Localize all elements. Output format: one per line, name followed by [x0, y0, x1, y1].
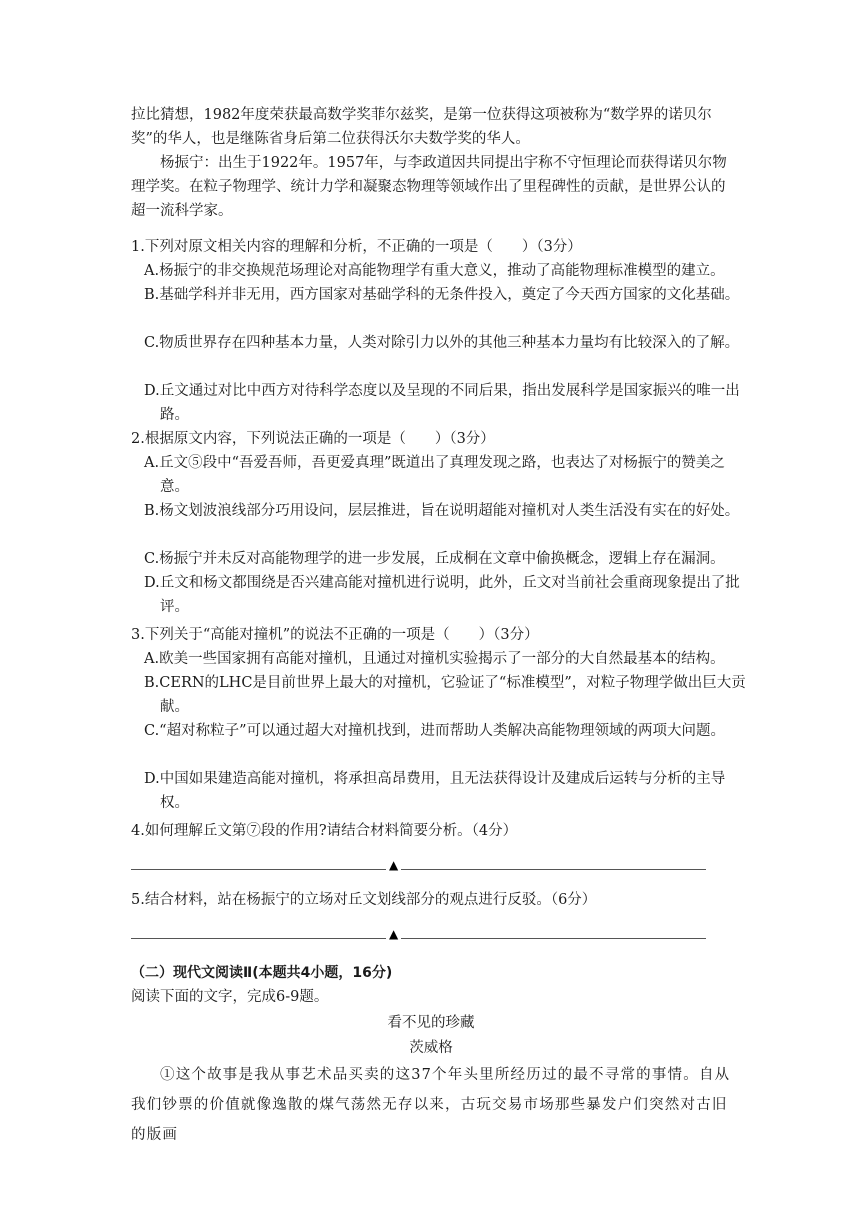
question-2-option-b: B.杨文划波浪线部分巧用设问，层层推进，旨在说明超能对撞机对人类生活没有实在的好处。 [144, 503, 740, 519]
story-author: 茨威格 [409, 1040, 453, 1056]
story-title: 看不见的珍藏 [387, 1015, 475, 1031]
question-1-stem: 1.下列对原文相关内容的理解和分析，不正确的一项是（ ）（3分） [131, 239, 582, 255]
question-3-option-c: C.“超对称粒子”可以通过超大对撞机找到，进而帮助人类解决高能物理领域的两项大问题。 [144, 723, 726, 739]
section-title: （二）现代文阅读Ⅱ(本题共4小题，16分) [131, 965, 393, 981]
question-1-option-c: C.物质世界存在四种基本力量，人类对除引力以外的其他三种基本力量均有比较深入的了解。 [144, 335, 740, 351]
section-instruction: 阅读下面的文字，完成6-9题。 [131, 989, 329, 1005]
intro-paragraph-yang: 杨振宁：出生于1922年。1957年，与李政道因共同提出宇称不守恒理论而获得诺贝尔物理学奖。在粒子物理学、统计力学和凝聚态物理等领域作出了里程碑性的贡献，是世界公认的超一流科学家。 [131, 155, 727, 219]
answer-rule-left [131, 869, 386, 870]
answer-rule-right [401, 869, 706, 870]
question-5-answer-line[interactable] [131, 926, 706, 946]
question-2-stem: 2.根据原文内容，下列说法正确的一项是（ ）（3分） [131, 431, 495, 447]
answer-marker-icon: ▲ [389, 927, 399, 941]
answer-rule-right [401, 938, 706, 939]
question-3-option-b: B.CERN的LHC是目前世界上最大的对撞机，它验证了“标准模型”，对粒子物理学做出巨大贡献。 [144, 675, 746, 715]
question-5-stem: 5.结合材料，站在杨振宁的立场对丘文划线部分的观点进行反驳。（6分） [131, 892, 597, 908]
question-1-option-d: D.丘文通过对比中西方对待科学态度以及呈现的不同后果，指出发展科学是国家振兴的唯一出路。 [144, 383, 740, 423]
question-1-option-a: A.杨振宁的非交换规范场理论对高能物理学有重大意义，推动了高能物理标准模型的建立。 [144, 263, 725, 279]
question-4-answer-line[interactable] [131, 857, 706, 877]
question-1-option-b: B.基础学科并非无用，西方国家对基础学科的无条件投入，奠定了今天西方国家的文化基础。 [144, 287, 740, 303]
intro-paragraph-1: 拉比猜想，1982年度荣获最高数学奖菲尔兹奖，是第一位获得这项被称为“数学界的诺贝尔奖”的华人，也是继陈省身后第二位获得沃尔夫数学奖的华人。 [131, 107, 712, 147]
answer-rule-left [131, 938, 386, 939]
question-2-option-a: A.丘文⑤段中“吾爱吾师，吾更爱真理”既道出了真理发现之路，也表达了对杨振宁的赞美之意。 [144, 455, 725, 495]
story-paragraph-1: ①这个故事是我从事艺术品买卖的这37个年头里所经历过的最不寻常的事情。自从我们钞票的价值就像逸散的煤气荡然无存以来，古玩交易市场那些暴发户们突然对古旧的版画 [131, 1067, 731, 1143]
answer-marker-icon: ▲ [389, 858, 399, 872]
question-2-option-d: D.丘文和杨文都围绕是否兴建高能对撞机进行说明，此外，丘文对当前社会重商现象提出了批评。 [144, 575, 740, 615]
question-2-option-c: C.杨振宁并未反对高能物理学的进一步发展，丘成桐在文章中偷换概念，逻辑上存在漏洞。 [144, 551, 725, 567]
question-3-stem: 3.下列关于“高能对撞机”的说法不正确的一项是（ ）（3分） [131, 627, 539, 643]
question-4-stem: 4.如何理解丘文第⑦段的作用?请结合材料简要分析。（4分） [131, 823, 518, 839]
question-3-option-d: D.中国如果建造高能对撞机，将承担高昂费用，且无法获得设计及建成后运转与分析的主导权。 [144, 771, 726, 811]
question-3-option-a: A.欧美一些国家拥有高能对撞机，且通过对撞机实验揭示了一部分的大自然最基本的结构。 [144, 651, 725, 667]
